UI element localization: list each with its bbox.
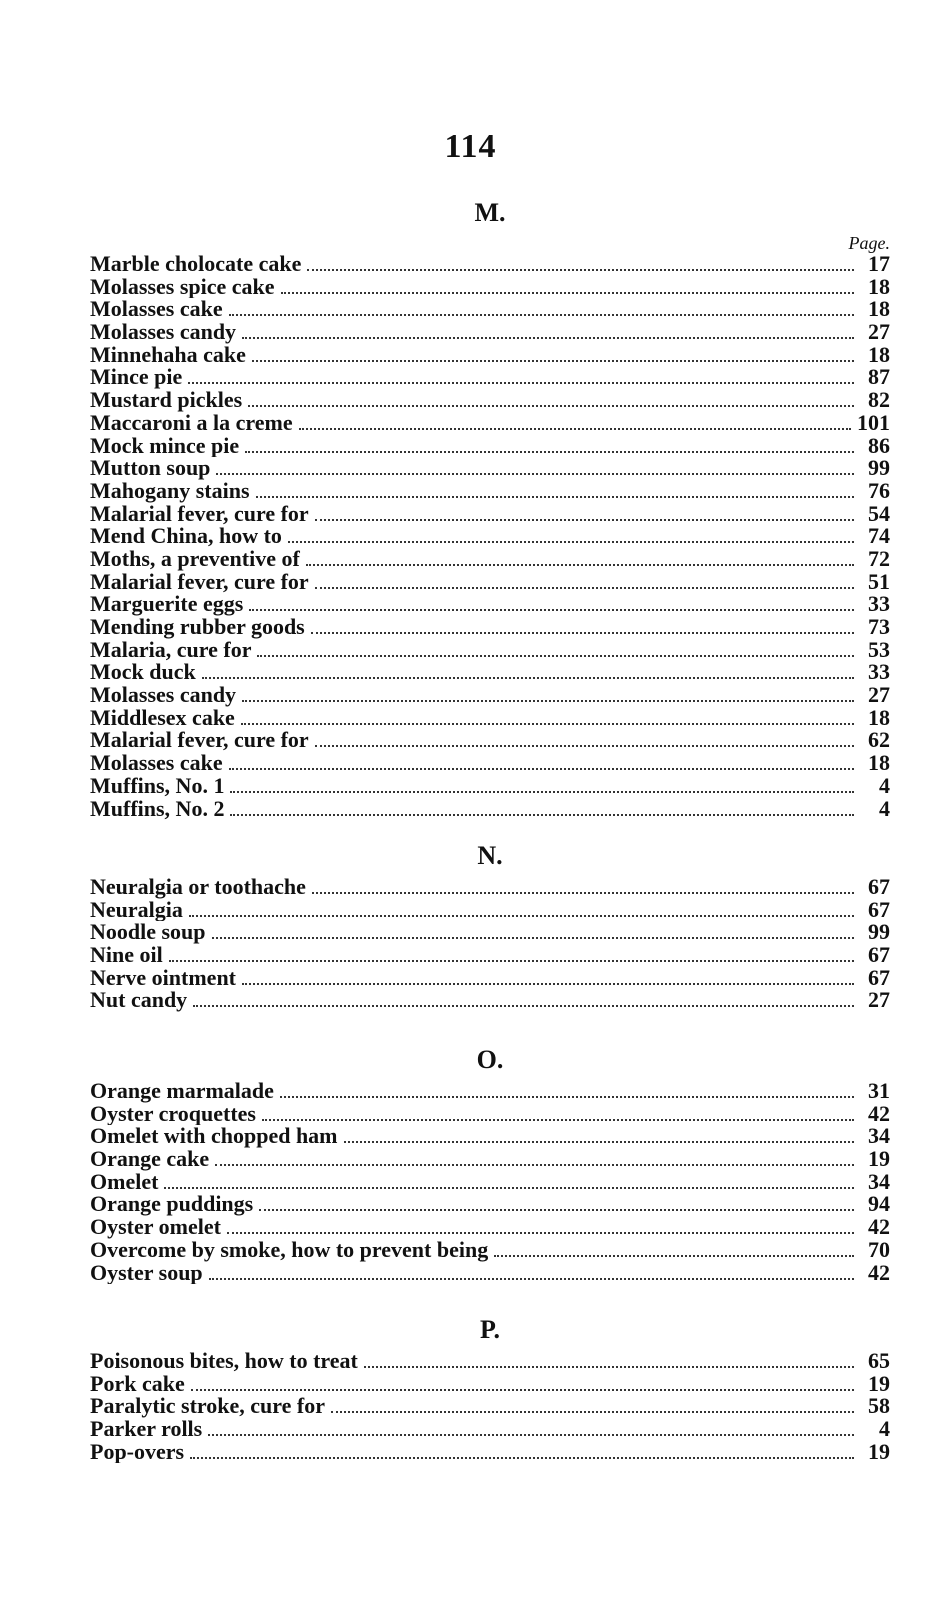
index-entry <box>90 1080 890 1103</box>
entry-page-number: 27 <box>868 321 890 344</box>
index-entry <box>90 775 890 798</box>
dot-leader <box>191 1374 854 1391</box>
index-entry <box>90 729 890 752</box>
entry-page-number: 18 <box>868 343 890 367</box>
entry-page-number: 27 <box>868 684 890 707</box>
entry-label: Overcome by smoke, how to prevent being <box>90 1238 489 1262</box>
entry-list <box>90 876 890 1012</box>
entry-page-number: 74 <box>868 525 890 548</box>
index-entry <box>90 707 890 730</box>
entry-label: Mending rubber goods <box>90 616 305 639</box>
entry-label: Marguerite eggs <box>90 593 244 616</box>
index-entry <box>90 1441 890 1464</box>
entry-label: Mend China, how to <box>90 525 282 548</box>
index-section-m <box>90 193 890 820</box>
entry-label: Malarial fever, cure for <box>90 502 309 526</box>
dot-leader <box>202 662 854 679</box>
entry-page-number: 18 <box>868 275 890 299</box>
dot-leader <box>242 685 854 702</box>
entry-label: Pop-overs <box>90 1440 185 1464</box>
dot-leader <box>215 1149 854 1166</box>
entry-list <box>90 253 890 820</box>
dot-leader <box>259 1194 854 1211</box>
index-entry <box>90 944 890 967</box>
index-entry <box>90 899 890 922</box>
entry-page-number: 42 <box>868 1261 890 1285</box>
index-entry <box>90 798 890 821</box>
entry-label: Oyster croquettes <box>90 1102 256 1126</box>
index-entry <box>90 1239 890 1262</box>
entry-page-number: 72 <box>868 547 890 571</box>
entry-label: Nerve ointment <box>90 966 237 990</box>
dot-leader <box>212 922 854 939</box>
entry-label: Mutton soup <box>90 457 211 480</box>
entry-page-number: 33 <box>868 661 890 685</box>
entry-page-number: 18 <box>868 706 890 730</box>
entry-label: Mustard pickles <box>90 389 243 412</box>
index-entry <box>90 571 890 594</box>
dot-leader <box>256 481 854 498</box>
entry-label: Paralytic stroke, cure for <box>90 1395 325 1419</box>
dot-leader <box>193 990 854 1007</box>
index-section-p <box>90 1310 890 1463</box>
dot-leader <box>306 549 854 566</box>
index-entry <box>90 989 890 1012</box>
index-entry <box>90 1373 890 1396</box>
entry-label: Mince pie <box>90 366 183 390</box>
entry-label: Pork cake <box>90 1372 185 1396</box>
dot-leader <box>229 753 854 770</box>
index-entry <box>90 616 890 639</box>
index-entry <box>90 967 890 990</box>
index-entry <box>90 1216 890 1239</box>
page-column-label: Page. <box>848 233 890 253</box>
dot-leader <box>281 277 854 294</box>
dot-leader <box>242 968 854 985</box>
dot-leader <box>307 254 854 271</box>
index-entry <box>90 1171 890 1194</box>
entry-page-number: 31 <box>868 1080 890 1103</box>
entry-label: Molasses spice cake <box>90 275 275 299</box>
entry-label: Mahogany stains <box>90 479 250 503</box>
entry-label: Malarial fever, cure for <box>90 729 309 753</box>
section-heading: P. <box>480 1315 500 1344</box>
entry-page-number: 87 <box>868 366 890 390</box>
dot-leader <box>230 799 854 816</box>
index-entry <box>90 639 890 662</box>
entry-label: Molasses cake <box>90 298 223 322</box>
page-number: 114 <box>444 128 497 165</box>
entry-label: Middlesex cake <box>90 706 235 730</box>
entry-page-number: 51 <box>868 570 890 594</box>
dot-leader <box>188 367 854 384</box>
section-heading: M. <box>474 198 506 227</box>
entry-page-number: 86 <box>868 434 890 458</box>
entry-page-number: 67 <box>868 944 890 967</box>
index-entry <box>90 1395 890 1418</box>
entry-page-number: 4 <box>879 797 890 821</box>
entry-page-number: 67 <box>868 966 890 990</box>
index-entry <box>90 389 890 412</box>
index-entry <box>90 1148 890 1171</box>
index-entry <box>90 1125 890 1148</box>
section-heading: N. <box>477 841 503 870</box>
dot-leader <box>299 413 851 430</box>
dot-leader <box>169 945 854 962</box>
entry-label: Muffins, No. 2 <box>90 797 225 821</box>
entry-page-number: 33 <box>868 593 890 616</box>
entry-page-number: 19 <box>868 1148 890 1171</box>
entry-label: Maccaroni a la creme <box>90 411 293 435</box>
entry-label: Moths, a preventive of <box>90 547 300 571</box>
entry-label: Oyster omelet <box>90 1216 221 1239</box>
dot-leader <box>311 617 854 634</box>
index-entry <box>90 593 890 616</box>
index-entry <box>90 298 890 321</box>
entry-page-number: 73 <box>868 616 890 639</box>
entry-page-number: 34 <box>868 1170 890 1194</box>
entry-page-number: 53 <box>868 638 890 662</box>
entry-list <box>90 1350 890 1463</box>
dot-leader <box>249 594 854 611</box>
entry-label: Minnehaha cake <box>90 343 246 367</box>
entry-label: Molasses cake <box>90 752 223 775</box>
dot-leader <box>288 526 854 543</box>
entry-list <box>90 1080 890 1284</box>
entry-page-number: 58 <box>868 1395 890 1419</box>
index-entry <box>90 366 890 389</box>
dot-leader <box>331 1396 854 1413</box>
index-entry <box>90 253 890 276</box>
dot-leader <box>315 572 854 589</box>
entry-page-number: 94 <box>868 1193 890 1217</box>
index-entry <box>90 344 890 367</box>
entry-page-number: 99 <box>868 457 890 480</box>
dot-leader <box>216 458 854 475</box>
dot-leader <box>227 1217 854 1234</box>
entry-label: Nut candy <box>90 989 188 1013</box>
entry-page-number: 65 <box>868 1350 890 1373</box>
index-entry <box>90 457 890 480</box>
dot-leader <box>315 730 854 747</box>
dot-leader <box>494 1240 854 1257</box>
index-entry <box>90 548 890 571</box>
entry-page-number: 17 <box>868 253 890 276</box>
entry-label: Noodle soup <box>90 921 206 945</box>
entry-label: Marble cholocate cake <box>90 253 302 276</box>
entry-label: Omelet with chopped ham <box>90 1125 338 1149</box>
entry-page-number: 99 <box>868 921 890 945</box>
dot-leader <box>315 504 854 521</box>
index-entry <box>90 503 890 526</box>
entry-page-number: 67 <box>868 876 890 899</box>
entry-label: Muffins, No. 1 <box>90 774 225 798</box>
index-entry <box>90 480 890 503</box>
index-entry <box>90 1262 890 1285</box>
dot-leader <box>229 299 854 316</box>
entry-page-number: 18 <box>868 752 890 775</box>
index-entry <box>90 752 890 775</box>
dot-leader <box>242 322 854 339</box>
dot-leader <box>312 877 854 894</box>
entry-page-number: 42 <box>868 1102 890 1126</box>
entry-page-number: 62 <box>868 729 890 753</box>
entry-label: Poisonous bites, how to treat <box>90 1350 358 1373</box>
dot-leader <box>344 1126 855 1143</box>
section-heading: O. <box>476 1045 504 1074</box>
entry-label: Orange puddings <box>90 1193 254 1217</box>
index-entry <box>90 435 890 458</box>
dot-leader <box>209 1263 854 1280</box>
entry-page-number: 34 <box>868 1125 890 1149</box>
dot-leader <box>280 1081 854 1098</box>
index-entry <box>90 1350 890 1373</box>
dot-leader <box>164 1172 854 1189</box>
index-entry <box>90 525 890 548</box>
index-entry <box>90 321 890 344</box>
index-section-n <box>90 836 890 1012</box>
entry-page-number: 27 <box>868 989 890 1013</box>
entry-label: Orange marmalade <box>90 1080 274 1103</box>
index-entry <box>90 1103 890 1126</box>
entry-label: Malarial fever, cure for <box>90 570 309 594</box>
entry-label: Molasses candy <box>90 684 237 707</box>
dot-leader <box>190 1442 854 1459</box>
entry-label: Nine oil <box>90 944 163 967</box>
dot-leader <box>241 708 854 725</box>
index-entry <box>90 276 890 299</box>
entry-page-number: 19 <box>868 1440 890 1464</box>
entry-page-number: 67 <box>868 898 890 922</box>
index-entry <box>90 661 890 684</box>
index-entry <box>90 412 890 435</box>
entry-label: Mock duck <box>90 661 196 685</box>
index-entry <box>90 1418 890 1441</box>
entry-label: Molasses candy <box>90 321 237 344</box>
dot-leader <box>248 390 854 407</box>
entry-label: Neuralgia or toothache <box>90 876 306 899</box>
dot-leader <box>230 776 854 793</box>
entry-label: Oyster soup <box>90 1261 203 1285</box>
entry-page-number: 42 <box>868 1216 890 1239</box>
entry-label: Mock mince pie <box>90 434 240 458</box>
entry-page-number: 4 <box>879 774 890 798</box>
entry-page-number: 19 <box>868 1372 890 1396</box>
entry-page-number: 4 <box>879 1418 890 1441</box>
entry-page-number: 54 <box>868 502 890 526</box>
entry-label: Parker rolls <box>90 1418 203 1441</box>
entry-label: Malaria, cure for <box>90 638 252 662</box>
entry-page-number: 82 <box>868 389 890 412</box>
index-entry <box>90 876 890 899</box>
entry-label: Neuralgia <box>90 898 183 922</box>
dot-leader <box>364 1351 854 1368</box>
index-entry <box>90 684 890 707</box>
dot-leader <box>208 1419 854 1436</box>
dot-leader <box>189 900 854 917</box>
entry-page-number: 76 <box>868 479 890 503</box>
dot-leader <box>257 640 854 657</box>
index-entry <box>90 1193 890 1216</box>
dot-leader <box>252 345 854 362</box>
entry-label: Orange cake <box>90 1148 210 1171</box>
dot-leader <box>262 1104 854 1121</box>
entry-label: Omelet <box>90 1170 159 1194</box>
entry-page-number: 70 <box>868 1238 890 1262</box>
entry-page-number: 18 <box>868 298 890 322</box>
entry-page-number: 101 <box>857 411 890 435</box>
dot-leader <box>245 436 854 453</box>
index-section-o <box>90 1040 890 1284</box>
index-entry <box>90 921 890 944</box>
